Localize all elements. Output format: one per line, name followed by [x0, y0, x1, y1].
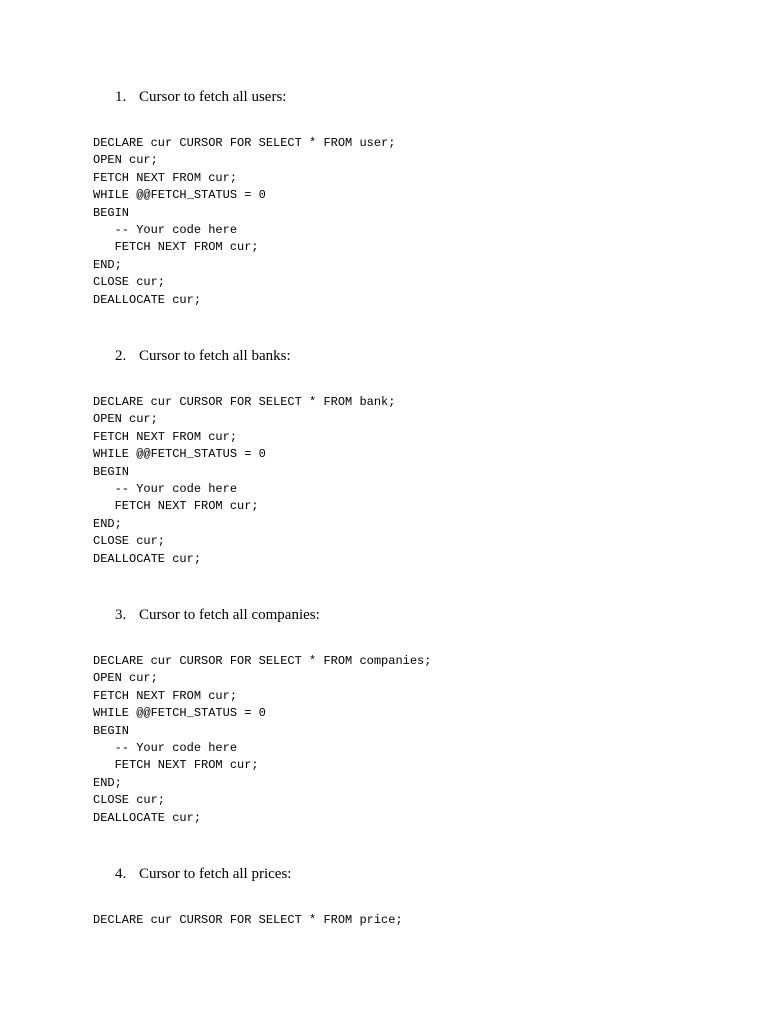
section-heading: [115, 606, 320, 624]
section-title: Cursor to fetch all prices:: [139, 866, 292, 882]
code-line: WHILE @@FETCH_STATUS = 0: [93, 447, 266, 462]
section-number: 4.: [115, 866, 127, 882]
code-line: OPEN cur;: [93, 412, 158, 427]
code-line: WHILE @@FETCH_STATUS = 0: [93, 188, 266, 203]
code-line: END;: [93, 775, 122, 790]
code-line: BEGIN: [93, 205, 130, 220]
code-line: BEGIN: [93, 464, 130, 479]
code-line: OPEN cur;: [93, 153, 158, 168]
code-line: DECLARE cur CURSOR FOR SELECT * FROM price;: [93, 913, 403, 927]
code-line: FETCH NEXT FROM cur;: [93, 688, 238, 703]
code-line: CLOSE cur;: [93, 793, 166, 808]
code-line: WHILE @@FETCH_STATUS = 0: [93, 706, 266, 721]
code-line: -- Your code here: [93, 481, 238, 496]
section-title: Cursor to fetch all companies:: [139, 607, 320, 623]
code-line: DEALLOCATE cur;: [93, 551, 202, 566]
code-line: FETCH NEXT FROM cur;: [93, 499, 259, 514]
code-line: DEALLOCATE cur;: [93, 292, 202, 307]
section-heading: [115, 865, 291, 883]
code-line: CLOSE cur;: [93, 534, 166, 549]
code-line: END;: [93, 257, 122, 272]
code-line: BEGIN: [93, 723, 130, 738]
code-line: DECLARE cur CURSOR FOR SELECT * FROM user;: [93, 136, 396, 150]
code-line: -- Your code here: [93, 222, 238, 237]
code-line: CLOSE cur;: [93, 275, 166, 290]
code-line: END;: [93, 516, 122, 531]
code-line: FETCH NEXT FROM cur;: [93, 758, 259, 773]
code-block: [93, 135, 395, 309]
code-line: FETCH NEXT FROM cur;: [93, 240, 259, 255]
code-line: -- Your code here: [93, 740, 238, 755]
code-block: [93, 653, 431, 827]
section-number: 2.: [115, 348, 127, 364]
code-line: DECLARE cur CURSOR FOR SELECT * FROM bank;: [93, 395, 396, 409]
section-title: Cursor to fetch all users:: [139, 89, 287, 105]
code-line: OPEN cur;: [93, 671, 158, 686]
section-title: Cursor to fetch all banks:: [139, 348, 291, 364]
code-line: FETCH NEXT FROM cur;: [93, 429, 238, 444]
section-number: 1.: [115, 89, 127, 105]
section-number: 3.: [115, 607, 127, 623]
section-heading: [115, 347, 291, 365]
code-line: DECLARE cur CURSOR FOR SELECT * FROM companies;: [93, 654, 432, 668]
code-block: [93, 394, 395, 568]
section-heading: [115, 88, 286, 106]
code-block: [93, 912, 403, 929]
code-line: DEALLOCATE cur;: [93, 810, 202, 825]
code-line: FETCH NEXT FROM cur;: [93, 170, 238, 185]
